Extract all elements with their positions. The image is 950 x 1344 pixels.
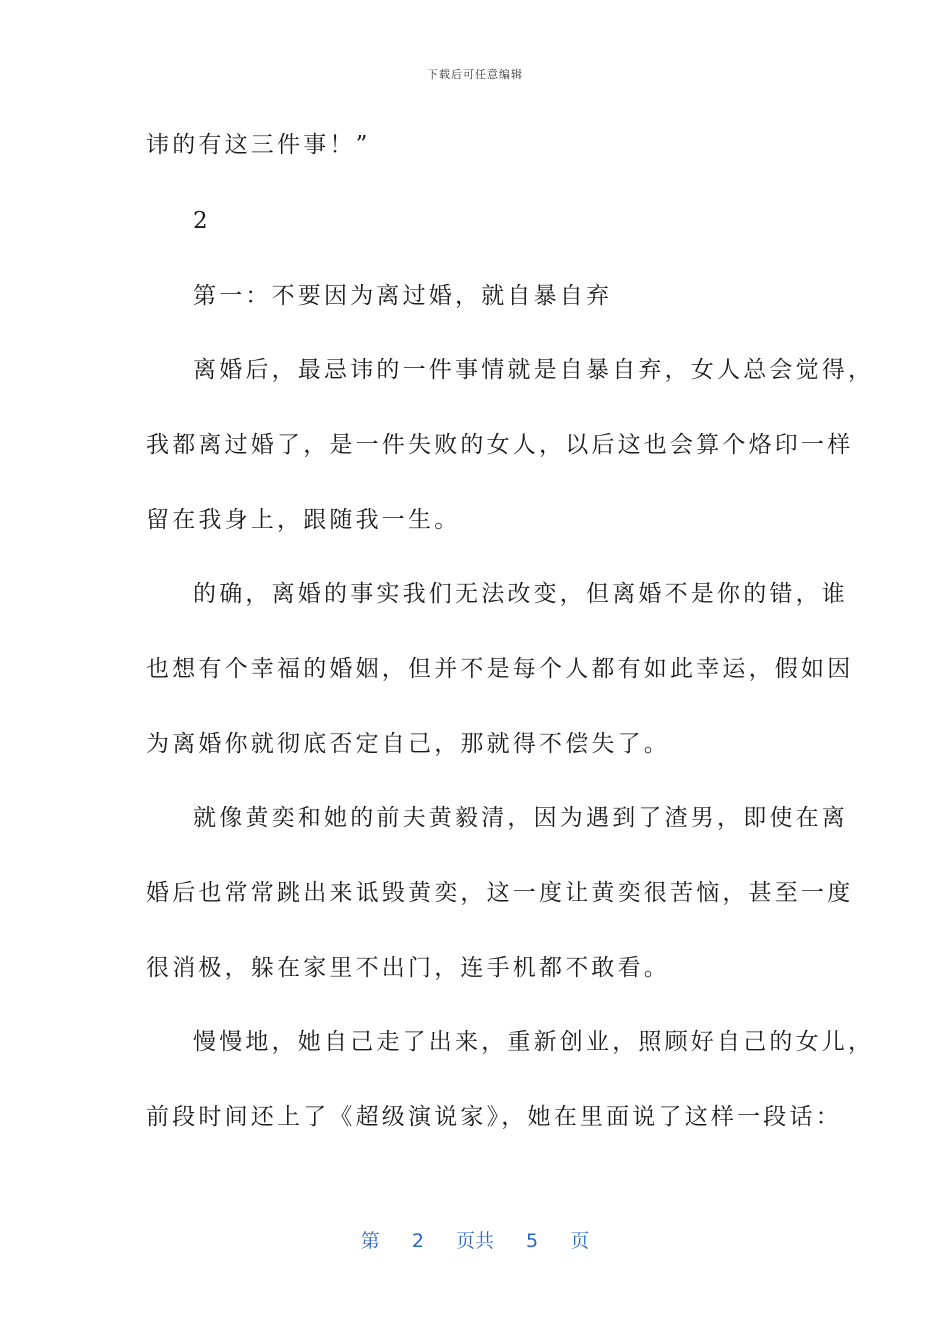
section-heading: 第一：不要因为离过婚，就自暴自弃 [193, 283, 613, 309]
body-line: 慢慢地，她自己走了出来，重新创业，照顾好自己的女儿， [193, 1029, 875, 1055]
body-line: 很消极，躲在家里不出门，连手机都不敢看。 [146, 955, 670, 981]
body-line: 的确，离婚的事实我们无法改变，但离婚不是你的错，谁 [193, 581, 848, 607]
total-pages-number: 5 [526, 1230, 539, 1252]
current-page-number: 2 [411, 1230, 424, 1252]
body-line: 为离婚你就彻底否定自己，那就得不偿失了。 [146, 731, 670, 757]
body-line: 讳的有这三件事！” [146, 132, 371, 158]
body-line: 婚后也常常跳出来诋毁黄奕，这一度让黄奕很苦恼，甚至一度 [146, 880, 854, 906]
page-label-middle: 页共 [455, 1230, 494, 1252]
page-label-suffix: 页 [570, 1230, 590, 1252]
page-footer [0, 1226, 950, 1253]
body-line: 前段时间还上了《超级演说家》，她在里面说了这样一段话： [146, 1104, 842, 1130]
body-line: 就像黄奕和她的前夫黄毅清，因为遇到了渣男，即使在离 [193, 805, 848, 831]
body-line: 离婚后，最忌讳的一件事情就是自暴自弃，女人总会觉得， [193, 357, 875, 383]
body-line: 也想有个幸福的婚姻，但并不是每个人都有如此幸运，假如因 [146, 656, 854, 682]
section-number: 2 [193, 208, 211, 234]
page-label-prefix: 第 [360, 1230, 380, 1252]
page-header: 下载后可任意编辑 [427, 68, 523, 81]
body-line: 我都离过婚了，是一件失败的女人，以后这也会算个烙印一样 [146, 432, 854, 458]
body-line: 留在我身上，跟随我一生。 [146, 507, 461, 533]
